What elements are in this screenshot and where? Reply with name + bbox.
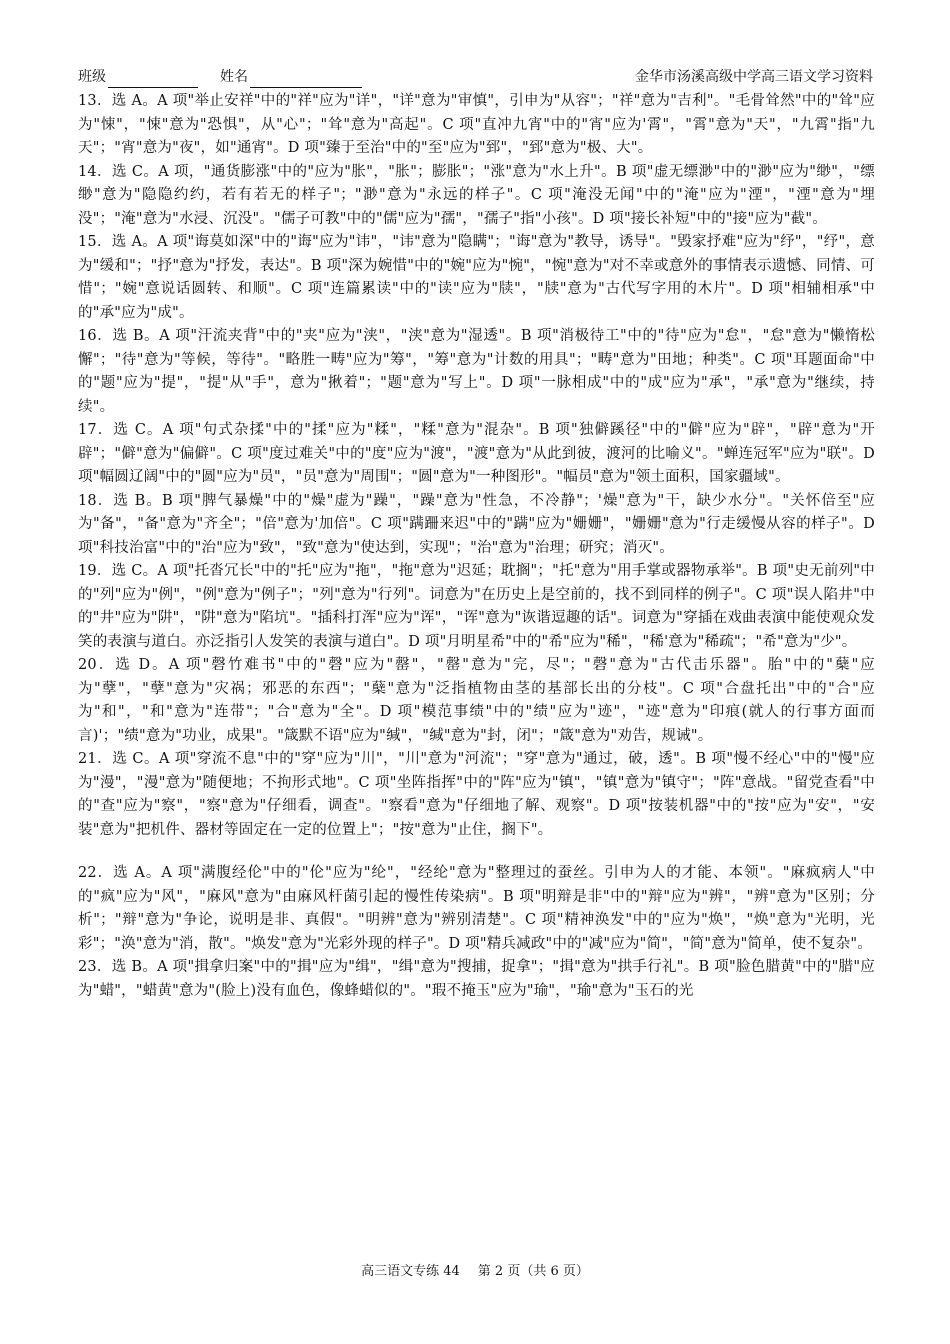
class-blank-line [108,71,198,88]
answer-item-18: 18．选 B。B 项"脾气暴燥"中的"燥"虚为"躁"，"躁"意为"性急，不冷静"；'燥"意为"干，缺少水分"。"关怀倍至"应为"备"，"备"意为"齐全"；"倍"意为'加倍"。C 项"蹒跚来迟"中的"蹒"应为"姗姗"，"姗姗"意为"行走缓慢从容的样子"。D 项"科技治富"中的"治"应为"致"，"致"意为"使达到，实现"；"治"意为"治理；研究；消灭"。 [78,492,875,556]
answer-item-19: 19．选 C。A 项"托沓冗长"中的"托"应为"拖"，"拖"意为"迟延；耽搁"；"托"意为"用手掌或器物承举"。B 项"史无前列"中的"列"应为"例"，"例"意为"例子"；"列"意为"行列"。词意为"在历史上是空前的，找不到同样的例子"。C 项"误人陷井"中的"井"应为"阱"，"阱"意为"陷坑"。"插科打浑"应为"诨"，"诨"意为"诙谐逗趣的话"。词意为"穿插在戏曲表演中能使观众发笑的表演与道白。亦泛指引人发笑的表演与道白"。D 项"月明星希"中的"希"应为"稀"，"稀'意为"稀疏"；"希"意为"少"。 [78,563,875,650]
page-footer [0,1262,950,1282]
class-label: 班级 [78,69,106,85]
name-field [220,66,362,88]
answer-item-16: 16．选 B。A 项"汗流夹背"中的"夹"应为"浃"，"浃"意为"湿透"。B 项"消极待工"中的"待"应为"怠"，"怠"意为"懒惰松懈"；"待"意为"等候，等待"。"略胜一畴"应为"筹"，"筹"意为"计数的用具"；"畴"意为"田地；种类"。C 项"耳题面命"中的"题"应为"提"，"提"从"手"，意为"揪着"；"题"意为"写上"。D 项"一脉相成"中的"成"应为"承"，"承"意为"继续，持续"。 [78,328,875,415]
answer-content [78,90,875,1003]
answer-item-21: 21．选 C。A 项"穿流不息"中的"穿"应为"川"，"川"意为"河流"；"穿"意为"通过，破，透"。B 项"慢不经心"中的"慢"应为"漫"，"漫"意为"随便地；不拘形式地"。C 项"坐阵指挥"中的"阵"应为"镇"，"镇"意为"镇守"；"阵"意战。"留党查看"中的"查"应为"察"，"察"意为"仔细看，调查"。"察看"意为"仔细地了解、观察"。D 项"按装机器"中的"按"应为"安"，"安装"意为"把机件、器材等固定在一定的位置上"；"按"意为"止住，搁下"。 [78,751,875,838]
answer-item-15: 15．选 A。A 项"诲莫如深"中的"诲"应为"讳"，"讳"意为"隐瞒"；"诲"意为"教导，诱导"。"毁家抒难"应为"纾"，"纾"，意为"缓和"；"抒"意为"抒发，表达"。B 项"深为婉惜"中的"婉"应为"惋"，"惋"意为"对不幸或意外的事情表示遗憾、同情、可惜"；"婉"意说话圆转、和顺"。C 项"连篇累读"中的"读"应为"牍"，"牍"意为"古代写字用的木片"。D 项"相辅相承"中的"承"应为"成"。 [78,234,875,321]
answer-item-22: 22．选 A。A 项"满腹经伦"中的"伦"应为"纶"，"经纶"意为"整理过的蚕丝。引申为人的才能、本领"。"麻疯病人"中的"疯"应为"风"，"麻风"意为"由麻风杆菌引起的慢性传染病"。B 项"明辩是非"中的"辩"应为"辨"，"辨"意为"区别；分析"；"辩"意为"争论，说明是非、真假"。"明辨"意为"辨别清楚"。C 项"精神涣发"中的"应为"焕"，"焕"意为"光明，光彩"；"涣"意为"消，散"。"焕发"意为"光彩外现的样子"。D 项"精兵减政"中的"减"应为"简"，"简"意为"简单，使不复杂"。 [78,865,875,952]
school-title: 金华市汤溪高级中学高三语文学习资料 [635,69,873,85]
answer-item-14: 14．选 C。A 项，"通货膨涨"中的"应为"胀"，"胀"；膨胀"；"涨"意为"水上升"。B 项"虚无缥渺"中的"渺"应为"缈"，"缥缈"意为"隐隐约约，若有若无的样子"；"渺"意为"永远的样子"。C 项"淹没无闻"中的"淹"应为"湮"，"湮"意为"埋没"；"淹"意为"水浸、沉没"。"儒子可教"中的"儒"应为"孺"，"孺子"指"小孩"。D 项"接长补短"中的"接"应为"截"。 [78,163,875,227]
footer-course: 高三语文专练 44 [361,1264,460,1279]
answer-item-20: 20．选 D。A 项"磬竹难书"中的"磬"应为"罄"，"罄"意为"完，尽"；"磬"意为"古代击乐器"。胎"中的"蘖"应为"孽"，"孽"意为"灾祸；邪恶的东西"；"蘖"意为"泛指植物由茎的基部长出的分枝"。C 项"合盘托出"中的"合"应为"和"，"和"意为"连带"；"合"意为"全"。D 项"模范事绩"中的"绩"应为"迹"，"迹"意为"印痕(就人的行事方面而言)'；"绩"意为"功业，成果"。"箴默不语"应为"缄"，"缄"意为"封，闭"；"箴"意为"劝告，规诫"。 [78,657,875,744]
answer-item-23: 23．选 B。A 项"揖拿归案"中的"揖"应为"缉"，"缉"意为"搜捕，捉拿"；"揖"意为"拱手行礼"。B 项"脸色腊黄"中的"腊"应为"蜡"，"蜡黄"意为"(脸上)没有血色，像蜂蜡似的"。"瑕不掩玉"应为"瑜"，"瑜"意为"玉石的光 [78,959,875,999]
answer-item-13: 13．选 A。A 项"举止安祥"中的"祥"应为"详"，"详"意为"审慎"，引申为"从容"；"祥"意为"吉利"。"毛骨耸然"中的"耸"应为"悚"，"悚"意为"恐惧"，从"心"；"耸"意为"高起"。C 项"直冲九宵"中的"宵"应为'霄"，"霄"意为"天"，"九霄"指"九天"；"宵"意为"夜"，如"通宵"。D 项"臻于至治"中的"至"应为"郅"，"郅"意为"极、大"。 [78,93,875,156]
page-header [78,66,873,88]
footer-page-number: 第 2 页（共 6 页） [477,1264,589,1279]
answer-item-17: 17．选 C。A 项"句式杂揉"中的"揉"应为"糅"，"糅"意为"混杂"。B 项"独僻蹊径"中的"僻"应为"辟"，"辟"意为"开辟"；"僻"意为"偏僻"。C 项"度过难关"中的"度"应为"渡"，"渡"意为"从此到彼，渡河的比喻义"。"蝉连冠军"应为"联"。D 项"幅圆辽阔"中的"圆"应为"员"，"员"意为"周围"；"圆"意为"一种图形"。"幅员"意为"领土面积，国家疆域"。 [78,422,875,485]
class-field [78,66,198,88]
name-label: 姓名 [220,69,248,85]
name-blank-line [250,71,362,88]
